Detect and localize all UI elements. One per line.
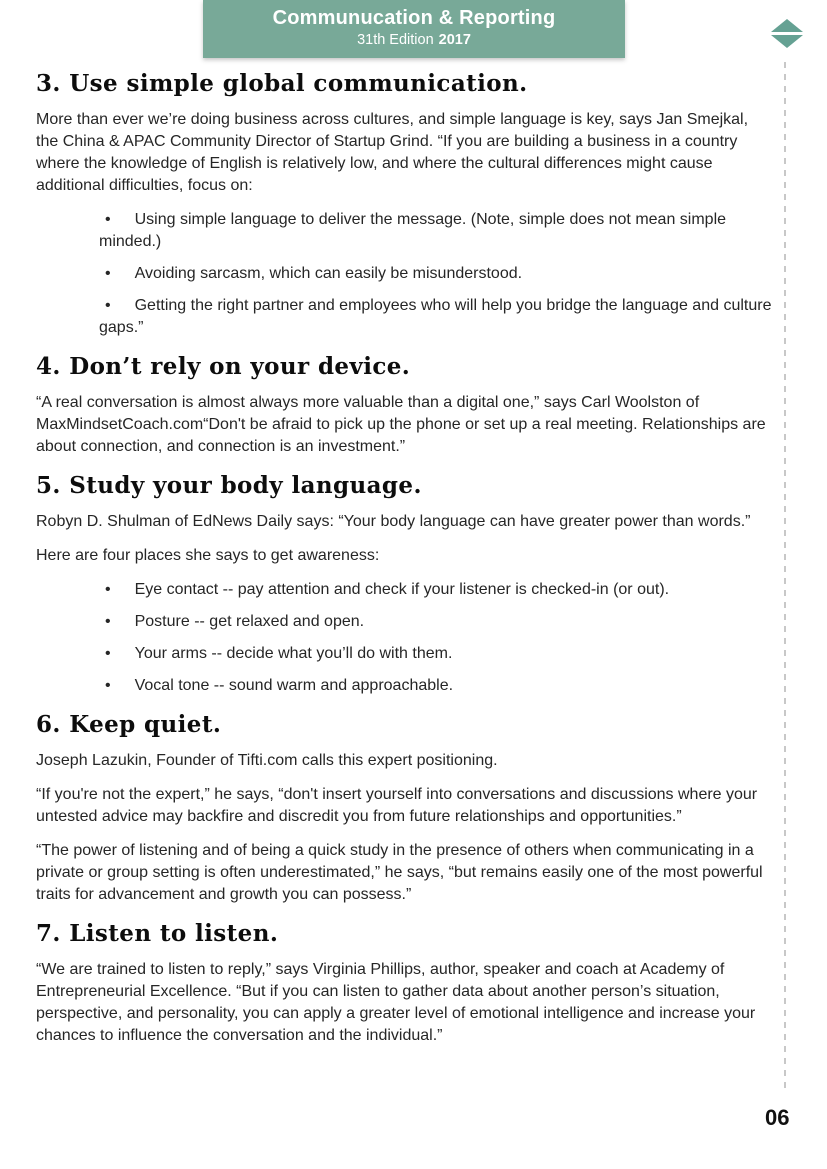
section-6 xyxy=(36,711,773,906)
page-content xyxy=(36,70,773,1059)
bullet-item: • Your arms -- decide what you’ll do with them. xyxy=(99,643,773,665)
arrow-up-icon xyxy=(771,19,803,32)
bullet-item: • Getting the right partner and employees who will help you bridge the language and culture gaps.” xyxy=(99,295,773,339)
bullet-item: • Vocal tone -- sound warm and approachable. xyxy=(99,675,773,697)
paragraph: Joseph Lazukin, Founder of Tifti.com calls this expert positioning. xyxy=(36,752,498,769)
bullet-item: • Eye contact -- pay attention and check if your listener is checked-in (or out). xyxy=(99,579,773,601)
section-heading: 5. Study your body language. xyxy=(36,472,422,499)
scroll-arrows-icon[interactable] xyxy=(771,19,803,48)
section-heading: 7. Listen to listen. xyxy=(36,920,279,947)
arrow-down-icon xyxy=(771,35,803,48)
paragraph: Robyn D. Shulman of EdNews Daily says: “Your body language can have greater power than words.” xyxy=(36,513,751,530)
bullet-list xyxy=(36,209,773,339)
section-heading: 4. Don’t rely on your device. xyxy=(36,353,411,380)
dashed-divider xyxy=(784,62,786,1090)
bullet-item: • Avoiding sarcasm, which can easily be misunderstood. xyxy=(99,263,773,285)
section-7 xyxy=(36,920,773,1047)
bullet-item: • Using simple language to deliver the message. (Note, simple does not mean simple minded.) xyxy=(99,209,773,253)
edition-label: 31th Edition xyxy=(357,32,434,48)
paragraph: “If you're not the expert,” he says, “don't insert yourself into conversations and discussions where your untested advice may backfire and discredit you from future relationships and opportunities.” xyxy=(36,786,758,825)
bullet-item: • Posture -- get relaxed and open. xyxy=(99,611,773,633)
page-number: 06 xyxy=(765,1105,790,1130)
bullet-list xyxy=(36,579,773,697)
header-banner xyxy=(203,0,625,58)
section-4 xyxy=(36,353,773,458)
paragraph: More than ever we’re doing business across cultures, and simple language is key, says Jan Smejkal, the China & APAC Community Director of Startup Grind. “If you are building a business in a country where the knowledge of English is relatively low, and where the cultural differences might cause additional difficulties, focus on: xyxy=(36,111,749,194)
edition-year: 2017 xyxy=(438,32,471,48)
header-title: Communucation & Reporting xyxy=(272,7,556,29)
section-heading: 3. Use simple global communication. xyxy=(36,70,528,97)
section-heading: 6. Keep quiet. xyxy=(36,711,222,738)
section-3 xyxy=(36,70,773,339)
section-5 xyxy=(36,472,773,697)
header-subtitle xyxy=(203,32,625,48)
paragraph: “The power of listening and of being a quick study in the presence of others when communicating in a private or group setting is often underestimated,” he says, “but remains easily one of the most powerful traits for advancement and growth you can possess.” xyxy=(36,842,763,903)
paragraph: “We are trained to listen to reply,” says Virginia Phillips, author, speaker and coach at Academy of Entrepreneurial Excellence. “But if you can listen to gather data about another person’s situation, perspective, and personality, you can apply a greater level of emotional intelligence and increase your chances to influence the conversation and the individual.” xyxy=(36,961,756,1044)
paragraph: “A real conversation is almost always more valuable than a digital one,” says Carl Woolston of MaxMindsetCoach.com“Don't be afraid to pick up the phone or set up a real meeting. Relationships are about connection, and connection is an investment.” xyxy=(36,394,766,455)
paragraph: Here are four places she says to get awareness: xyxy=(36,547,380,564)
